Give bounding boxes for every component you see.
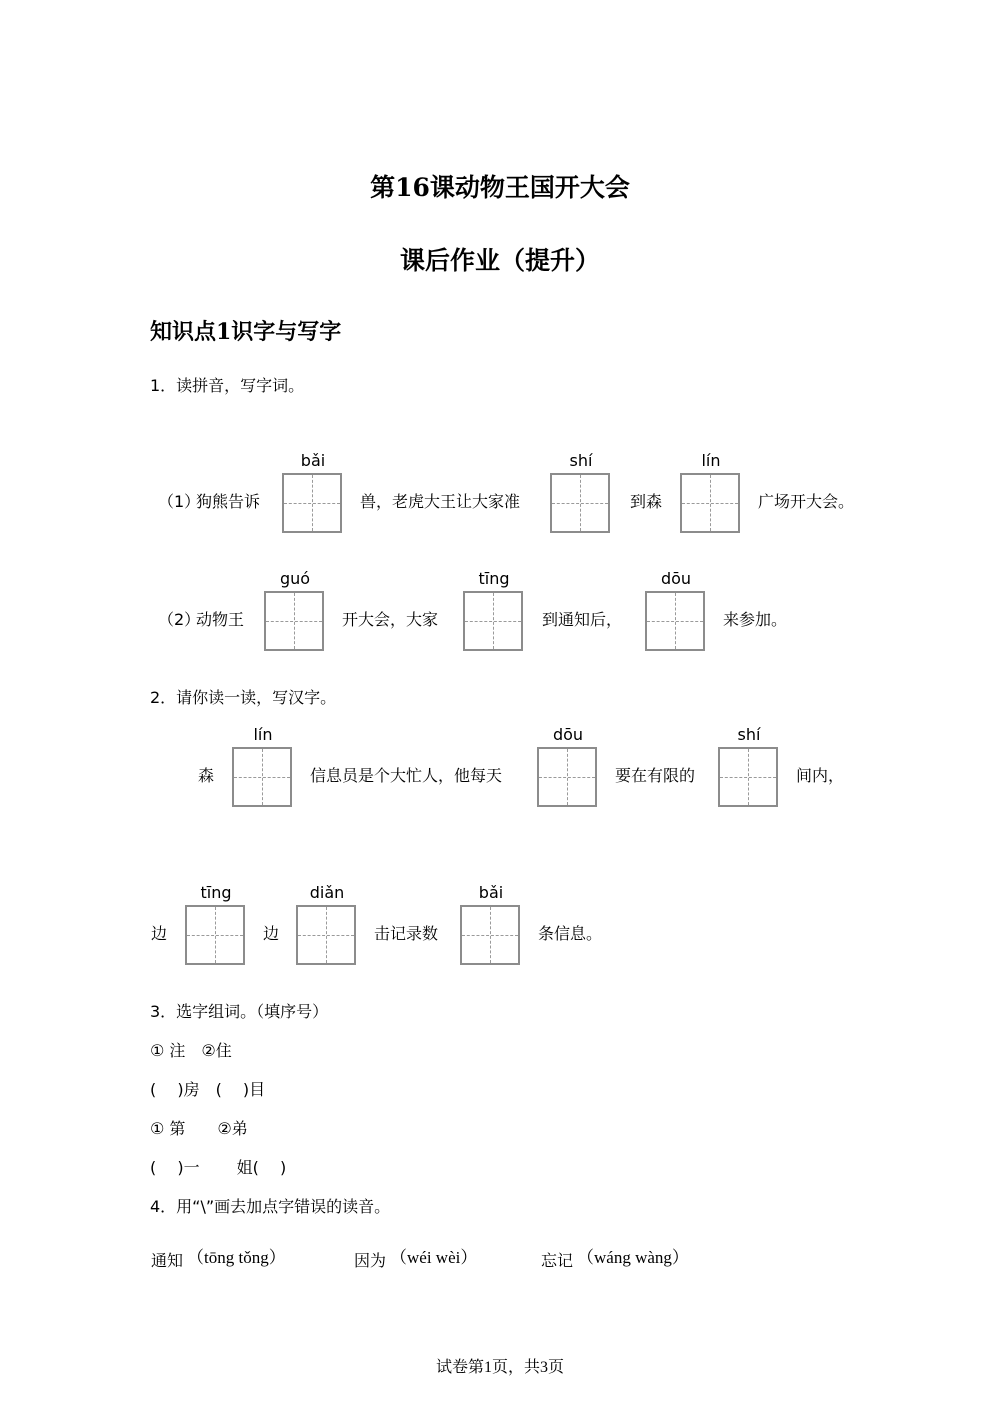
q4-word-1: 通知: [151, 1251, 184, 1270]
q4-pinyin-options-3[interactable]: （wáng wàng）: [577, 1248, 689, 1267]
q1-1-text-2: 兽，老虎大王让大家准: [360, 492, 521, 511]
q1-2-answer-box-3[interactable]: [645, 591, 705, 651]
q2-1-text-3: 要在有限的: [615, 766, 696, 785]
q1-1-text-3: 到森: [630, 492, 663, 511]
q1-2-pinyin-1: guó: [279, 569, 311, 588]
question-3-prompt: 3．选字组词。（填序号）: [150, 1002, 329, 1021]
q2-1-text-1: 森: [198, 766, 215, 785]
q2-1-pinyin-3: shí: [737, 725, 761, 744]
page-subtitle: 课后作业（提升）: [399, 246, 600, 275]
q1-2-answer-box-2[interactable]: [463, 591, 523, 651]
q1-2-text-3: 到通知后，: [542, 610, 623, 629]
page-footer: 试卷第1页，共3页: [435, 1359, 564, 1376]
q2-2-text-2: 边: [263, 924, 280, 943]
q3-options-2: ① 第 ②弟: [150, 1119, 248, 1138]
q2-2-answer-box-3[interactable]: [460, 905, 520, 965]
q1-1-answer-box-3[interactable]: [680, 473, 740, 533]
q1-1-pinyin-1: bǎi: [300, 451, 326, 470]
q1-1-pinyin-3: lín: [701, 451, 721, 470]
q2-1-text-2: 信息员是个大忙人，他每天: [310, 766, 503, 785]
q2-1-text-4: 间内，: [796, 766, 845, 785]
q2-2-answer-box-2[interactable]: [296, 905, 356, 965]
q2-1-answer-box-3[interactable]: [718, 747, 778, 807]
q4-word-3: 忘记: [541, 1251, 574, 1270]
q2-2-pinyin-1: tīng: [200, 883, 232, 902]
q1-1-text-4: 广场开大会。: [758, 492, 855, 511]
q1-2-text-1: 动物王: [196, 610, 245, 629]
q2-1-pinyin-2: dōu: [552, 725, 584, 744]
q2-1-answer-box-1[interactable]: [232, 747, 292, 807]
question-1-prompt: 1．读拼音，写字词。: [150, 376, 305, 395]
q2-2-text-1: 边: [151, 924, 168, 943]
q2-2-pinyin-3: bǎi: [478, 883, 504, 902]
q1-2-text-2: 开大会，大家: [342, 610, 439, 629]
q4-pinyin-options-2[interactable]: （wéi wèi）: [390, 1248, 478, 1267]
q1-2-number: （2）: [158, 610, 201, 629]
q1-2-pinyin-3: dōu: [660, 569, 692, 588]
page-title: 第16课动物王国开大会: [370, 173, 630, 202]
q1-2-answer-box-1[interactable]: [264, 591, 324, 651]
q3-options-1: ① 注 ②住: [150, 1041, 232, 1060]
q4-word-2: 因为: [354, 1251, 387, 1270]
q2-2-text-3: 击记录数: [374, 924, 439, 943]
q1-2-pinyin-2: tīng: [478, 569, 510, 588]
q2-1-answer-box-2[interactable]: [537, 747, 597, 807]
q3-blanks-1[interactable]: ( )房 ( )目: [150, 1080, 266, 1099]
q1-1-answer-box-1[interactable]: [282, 473, 342, 533]
q2-2-text-4: 条信息。: [538, 924, 603, 943]
q4-pinyin-options-1[interactable]: （tōng tǒng）: [187, 1248, 286, 1267]
q1-1-pinyin-2: shí: [569, 451, 593, 470]
question-2-prompt: 2．请你读一读，写汉字。: [150, 688, 337, 707]
question-4-prompt: 4．用“\”画去加点字错误的读音。: [150, 1197, 391, 1216]
q2-1-pinyin-1: lín: [253, 725, 273, 744]
q1-1-text-1: 狗熊告诉: [196, 492, 261, 511]
q1-1-number: （1）: [158, 492, 201, 511]
q2-2-pinyin-2: diǎn: [309, 883, 345, 902]
q2-2-answer-box-1[interactable]: [185, 905, 245, 965]
q1-1-answer-box-2[interactable]: [550, 473, 610, 533]
q1-2-text-4: 来参加。: [723, 610, 788, 629]
q3-blanks-2[interactable]: ( )一 姐( ): [150, 1158, 287, 1177]
section-heading: 知识点1识字与写字: [150, 319, 342, 345]
